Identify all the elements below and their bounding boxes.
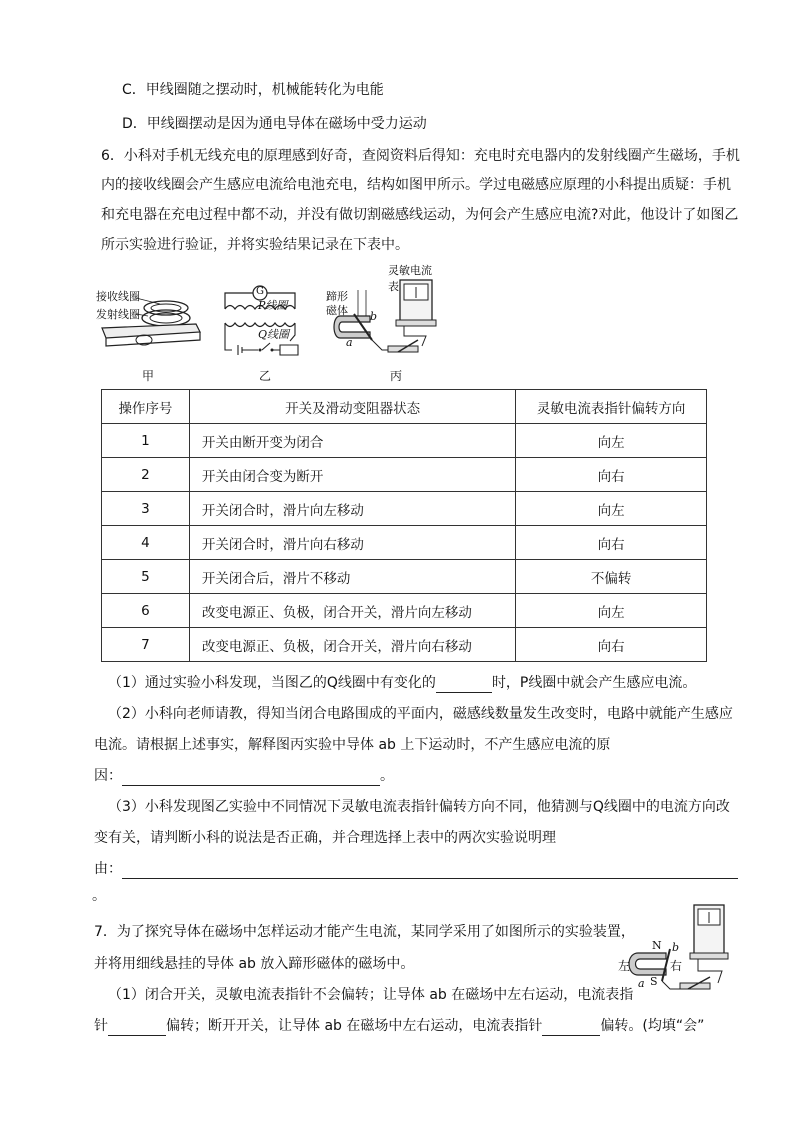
- figure-yi: [220, 283, 310, 358]
- table-row: [102, 526, 707, 560]
- deflection-cell: 向左: [516, 492, 707, 526]
- q6-sub3-line1: （3）小科发现图乙实验中不同情况下灵敏电流表指针偏转方向不同，他猜测与Q线圈中的电流方向改: [108, 799, 730, 815]
- state-cell: 开关由闭合变为断开: [189, 458, 515, 492]
- state-cell: 开关闭合后，滑片不移动: [189, 560, 515, 594]
- header-cell: 开关及滑动变阻器状态: [189, 390, 515, 424]
- table-row: [102, 560, 707, 594]
- deflection-cell: 向右: [516, 526, 707, 560]
- step-number: 4: [102, 526, 190, 560]
- magnet-label-1: 蹄形: [326, 290, 348, 303]
- right-label: 右: [670, 959, 683, 973]
- q7-sub1-line2: [94, 1016, 704, 1036]
- table-row: [102, 594, 707, 628]
- south-pole-label: S: [650, 975, 658, 988]
- left-label: 左: [618, 959, 631, 973]
- galvanometer-g-label: G: [256, 286, 264, 297]
- q6-line1: 6．小科对手机无线充电的原理感到好奇，查阅资料后得知：充电时充电器内的发射线圈产生磁场，手机: [101, 148, 740, 164]
- q6-sub2-suffix: 。: [380, 768, 394, 784]
- q6-sub1: [108, 673, 696, 693]
- q6-sub1-answer-blank[interactable]: [436, 676, 492, 693]
- q6-sub1-text-b: 时，P线圈中就会产生感应电流。: [491, 675, 697, 691]
- q6-sub2-line1: （2）小科向老师请教，得知当闭合电路围成的平面内，磁感线数量发生改变时，电路中就能产生感应: [108, 706, 733, 722]
- q6-sub3-answer-blank[interactable]: [122, 862, 738, 879]
- q6-sub1-text-a: （1）通过实验小科发现，当图乙的Q线圈中有变化的: [108, 675, 436, 691]
- deflection-cell: 向右: [516, 628, 707, 662]
- q7-sub1-line1: （1）闭合开关，灵敏电流表指针不会偏转；让导体 ab 在磁场中左右运动，电流表指: [108, 987, 634, 1003]
- option-d: D．甲线圈摆动是因为通电导体在磁场中受力运动: [122, 116, 427, 132]
- table-row: [102, 458, 707, 492]
- q6-sub2-answer-blank[interactable]: [122, 769, 380, 786]
- q7-line2: 并将用细线悬挂的导体 ab 放入蹄形磁体的磁场中。: [94, 956, 415, 972]
- coil-circuit-diagram: [220, 283, 310, 358]
- point-b-label: b: [370, 310, 378, 323]
- galvanometer-label: 灵敏电流表: [388, 264, 432, 293]
- table-row: [102, 424, 707, 458]
- deflection-cell: 向右: [516, 458, 707, 492]
- figure-q7: [618, 903, 730, 995]
- table-header-row: [102, 390, 707, 424]
- q6-sub2-line2: 电流。请根据上述事实，解释图丙实验中导体 ab 上下运动时，不产生感应电流的原: [94, 737, 611, 753]
- q7-sub1-text-c: 偏转。(均填“会”: [600, 1018, 705, 1034]
- caption-bing: 丙: [390, 369, 403, 383]
- state-cell: 开关闭合时，滑片向右移动: [189, 526, 515, 560]
- q6-sub3-line3: [94, 859, 738, 879]
- q6-sub3-line2: 变有关，请判断小科的说法是否正确，并合理选择上表中的两次实验说明理: [94, 830, 556, 846]
- q6-sub3-prefix: 由：: [94, 861, 122, 877]
- point-a-label: a: [638, 977, 645, 990]
- figure-bing: [322, 262, 442, 362]
- step-number: 1: [102, 424, 190, 458]
- step-number: 5: [102, 560, 190, 594]
- deflection-cell: 向左: [516, 424, 707, 458]
- q6-sub2-prefix: 因：: [94, 768, 122, 784]
- point-a-label: a: [346, 336, 353, 349]
- state-cell: 开关由断开变为闭合: [189, 424, 515, 458]
- experiment-table: [101, 389, 707, 662]
- state-cell: 改变电源正、负极，闭合开关，滑片向左移动: [189, 594, 515, 628]
- step-number: 6: [102, 594, 190, 628]
- q7-sub1-text-a: 针: [94, 1018, 108, 1034]
- step-number: 2: [102, 458, 190, 492]
- north-pole-label: N: [652, 939, 662, 952]
- table-row: [102, 492, 707, 526]
- figure-jia: [96, 280, 206, 355]
- q6-line2: 内的接收线圈会产生感应电流给电池充电，结构如图甲所示。学过电磁感应原理的小科提出质疑：手机: [101, 177, 731, 193]
- step-number: 3: [102, 492, 190, 526]
- q6-sub2-line3: [94, 766, 394, 786]
- q6-line3: 和充电器在充电过程中都不动，并没有做切割磁感线运动，为何会产生感应电流?对此，他设计了如图乙: [101, 207, 739, 223]
- p-coil-label: P线圈: [258, 299, 288, 312]
- deflection-cell: 向左: [516, 594, 707, 628]
- header-cell: 操作序号: [102, 390, 190, 424]
- q7-sub1-blank-1[interactable]: [108, 1019, 166, 1036]
- q6-sub3-end: 。: [92, 888, 106, 904]
- state-cell: 改变电源正、负极，闭合开关，滑片向右移动: [189, 628, 515, 662]
- q7-line1: 7．为了探究导体在磁场中怎样运动才能产生电流，某同学采用了如图所示的实验装置，: [94, 924, 635, 940]
- caption-yi: 乙: [259, 369, 272, 383]
- q6-line4: 所示实验进行验证，并将实验结果记录在下表中。: [101, 237, 409, 253]
- deflection-cell: 不偏转: [516, 560, 707, 594]
- q7-sub1-text-b: 偏转；断开开关，让导体 ab 在磁场中左右运动，电流表指针: [166, 1018, 543, 1034]
- q7-sub1-blank-2[interactable]: [542, 1019, 600, 1036]
- step-number: 7: [102, 628, 190, 662]
- q-coil-label: Q线圈: [258, 328, 290, 341]
- label-transmit-coil: 发射线圈: [96, 308, 140, 321]
- option-c: C．甲线圈随之摆动时，机械能转化为电能: [122, 82, 384, 98]
- table-row: [102, 628, 707, 662]
- point-b-label: b: [672, 941, 680, 954]
- header-cell: 灵敏电流表指针偏转方向: [516, 390, 707, 424]
- caption-jia: 甲: [142, 369, 155, 383]
- label-receive-coil: 接收线圈: [96, 290, 140, 303]
- magnet-label-2: 磁体: [326, 304, 348, 317]
- state-cell: 开关闭合时，滑片向左移动: [189, 492, 515, 526]
